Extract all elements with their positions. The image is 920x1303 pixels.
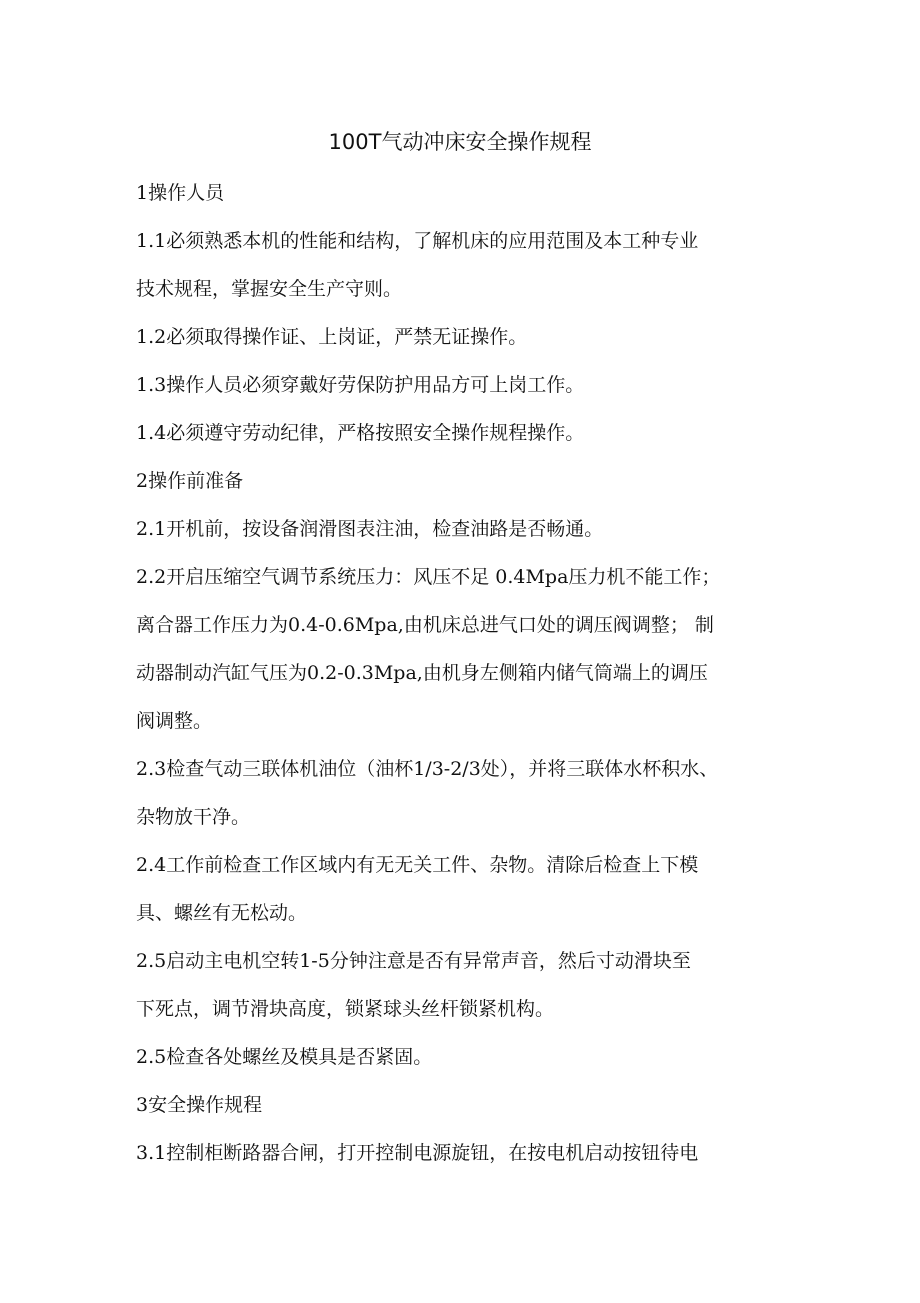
paragraph-line: 2.4工作前检查工作区域内有无无关工件、杂物。清除后检查上下模 [136,854,699,876]
paragraph-line: 1.4必须遵守劳动纪律，严格按照安全操作规程操作。 [136,422,585,444]
paragraph-line: 1.3操作人员必须穿戴好劳保防护用品方可上岗工作。 [136,374,585,396]
paragraph-line: 具、螺丝有无松动。 [136,902,308,924]
paragraph-line: 离合器工作压力为0.4-0.6Mpa,由机床总进气口处的调压阀调整； 制 [136,614,714,636]
paragraph-line: 2.1开机前，按设备润滑图表注油，检查油路是否畅通。 [136,518,604,540]
paragraph-line: 阀调整。 [136,710,213,732]
paragraph-line: 2.5启动主电机空转1-5分钟注意是否有异常声音，然后寸动滑块至 [136,950,691,972]
paragraph-line: 2.2开启压缩空气调节系统压力：风压不足 0.4Mpa压力机不能工作； [136,566,721,588]
paragraph-line: 1.1必须熟悉本机的性能和结构，了解机床的应用范围及本工种专业 [136,230,699,252]
document-title: 100T气动冲床安全操作规程 [328,130,592,154]
paragraph-line: 2.5检查各处螺丝及模具是否紧固。 [136,1046,433,1068]
section-heading-2: 2操作前准备 [136,470,244,492]
section-heading-1: 1操作人员 [136,182,225,204]
paragraph-line: 2.3检查气动三联体机油位（油杯1/3-2/3处），并将三联体水杯积水、 [136,758,719,780]
paragraph-line: 杂物放干净。 [136,806,251,828]
paragraph-line: 3.1控制柜断路器合闸，打开控制电源旋钮，在按电机启动按钮待电 [136,1142,699,1164]
paragraph-line: 动器制动汽缸气压为0.2-0.3Mpa,由机身左侧箱内储气筒端上的调压 [136,662,708,684]
paragraph-line: 技术规程，掌握安全生产守则。 [136,278,403,300]
paragraph-line: 下死点，调节滑块高度，锁紧球头丝杆锁紧机构。 [136,998,555,1020]
section-heading-3: 3安全操作规程 [136,1094,263,1116]
paragraph-line: 1.2必须取得操作证、上岗证，严禁无证操作。 [136,326,528,348]
